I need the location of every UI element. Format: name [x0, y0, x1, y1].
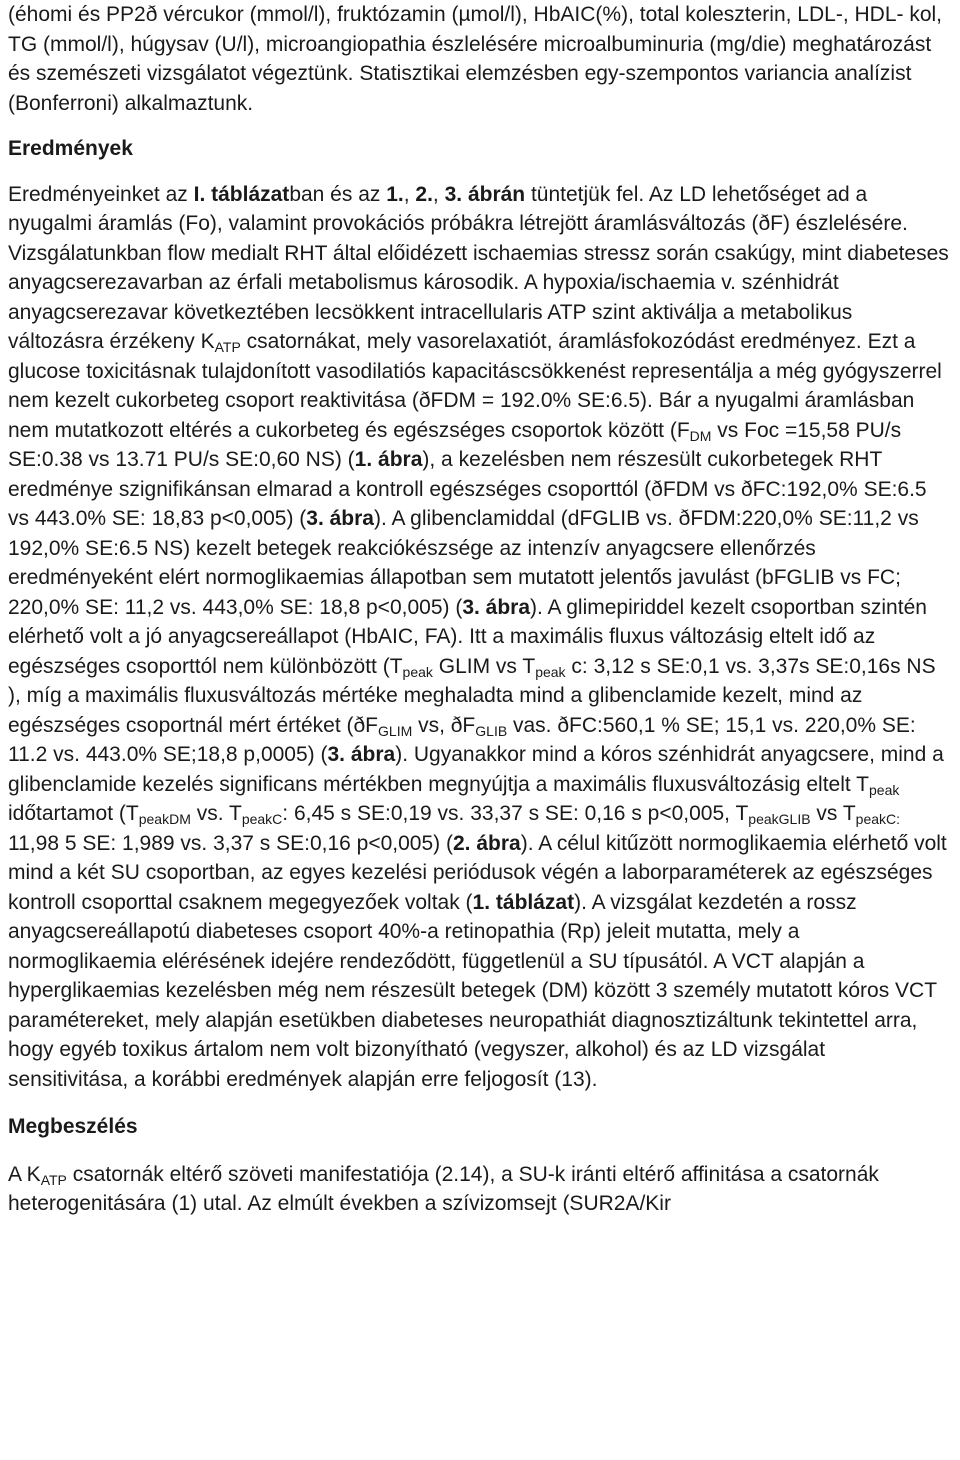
bold-reference: I. táblázat — [193, 182, 290, 206]
text-run: c: 3,12 s SE:0,1 vs. 3,37s SE:0,16s NS ), míg a maximális fluxusváltozás mértéke meghaladta mind a glibenclamide kezelt, mind az egészséges csoportnál mért értéket (ðF — [8, 654, 936, 737]
text-run: ). Ugyanakkor mind a kóros szénhidrát anyagcsere, mind a glibenclamide kezelés significans mértékben megnyújtja a maximális fluxusváltozásig eltelt T — [8, 743, 944, 796]
bold-reference: 2. — [415, 182, 433, 206]
text-run: , — [432, 182, 445, 206]
subscript-text: peakC — [241, 811, 283, 827]
results-heading: Eredmények — [8, 137, 133, 160]
text-run: : 6,45 s SE:0,19 vs. 33,37 s SE: 0,16 s p<0,005, T — [282, 802, 749, 825]
subscript-text: peakGLIB — [748, 811, 811, 827]
text-run: ban és az — [289, 182, 387, 206]
subscript-text: peakDM — [138, 811, 191, 827]
subscript-text: peak — [535, 663, 566, 680]
text-run: tüntetjük fel. Az LD lehetőséget ad a nyugalmi áramlás (Fo), valamint provokációs próbákra létrejött áramlásváltozás (ðF) észlelésére. Vizsgálatunkban flow medialt RHT által előidézett ischaemias stressz során csakúgy, mint diabeteses anyagcserezavarban az érfali metabolismus károsodik. A hypoxia/ischaemia v. szénhidrát anyagcserezavar következtében lecsökkent intracellularis ATP szint aktiválja a metabolikus változásra érzékeny K — [8, 182, 949, 353]
text-run: csatornákat, mely vasorelaxatiót, áramlásfokozódást eredményez. Ezt a glucose toxicitásnak tulajdonított vasodilatiós kapacitáscsökkenést representálja a még gyógyszerrel nem kezelt cukorbeteg csoport reaktivitása (ðFDM = 192.0% SE:6.5). Bár a nyugalmi áramlásban nem mutatkozott eltérés a cukorbeteg és egészséges csoportok között (F — [8, 330, 942, 442]
spacer — [8, 118, 950, 134]
methods-paragraph — [8, 0, 950, 118]
text-run: vs. T — [190, 802, 242, 825]
results-paragraph — [8, 180, 950, 1095]
text-run: vs T — [810, 802, 856, 825]
subscript-text: peak — [869, 781, 900, 798]
spacer — [8, 1094, 950, 1112]
bold-reference: 1. ábra — [354, 448, 423, 471]
subscript-text: GLIM — [378, 722, 413, 739]
text-run: vas. ðFC:560,1 % SE; 15,1 vs. 220,0% SE: 11.2 vs. 443.0% SE;18,8 p,0005) ( — [8, 713, 916, 766]
bold-reference: 2. ábra — [453, 831, 521, 855]
text-run: ). A glibenclamiddal (dFGLIB vs. ðFDM:220,0% SE:11,2 vs 192,0% SE:6.5 NS) kezelt betegek reakciókészsége az intenzív anyagcsere ellenőrzés eredményeként elért normoglikaemias állapotban sem mutatott jelentős javulást (bFGLIB vs FC; 220,0% SE: 11,2 vs. 443,0% SE: 18,8 p<0,005) ( — [8, 507, 919, 619]
subscript-text: GLIB — [475, 722, 508, 739]
subscript-text: peak — [402, 663, 433, 680]
bold-reference: 1. táblázat — [472, 890, 575, 914]
spacer — [8, 164, 950, 180]
text-run: ). A vizsgálat kezdetén a rossz anyagcsereállapotú diabeteses csoport 40%-a retinopathia (Rp) jeleit mutatta, mely a normoglikaemia elérésének idejére rendeződött, függetlenül a SU típusától. A VCT alapján a hyperglikaemias kezelésben még nem részesült betegek (DM) között 3 személy mutatott kóros VCT paramétereket, mely alapján esetükben diabeteses neuropathiát diagnosztizáltunk tekintettel arra, hogy egyéb toxikus ártalom nem volt bizonyítható (vegyszer, alkohol) és az LD vizsgálat sensitivitása, a korábbi eredmények alapján erre feljogosít (13). — [8, 890, 937, 1091]
text-run: GLIM vs T — [432, 654, 536, 678]
text-run: időtartamot (T — [8, 802, 139, 825]
text-run: , — [403, 182, 416, 206]
subscript-text: DM — [689, 427, 712, 444]
spacer — [8, 1142, 950, 1160]
bold-reference: 1. — [386, 182, 404, 206]
subscript-text: peakC: — [855, 811, 901, 827]
text-run: csatornák eltérő szöveti manifestatiója (2.14), a SU-k iránti eltérő affinitása a csatornák heterogenitására (1) utal. Az elmúlt években a szívizomsejt (SUR2A/Kir — [8, 1162, 879, 1215]
text-run: Eredményeinket az — [8, 182, 194, 206]
text-run: 11,98 5 SE: 1,989 vs. 3,37 s SE:0,16 p<0,005) ( — [8, 831, 453, 855]
subscript-text: ATP — [214, 339, 241, 355]
discussion-heading: Megbeszélés — [8, 1115, 138, 1138]
text-run: ). A glimepiriddel kezelt csoportban szintén elérhető volt a jó anyagcsereállapot (HbAIC, FA). Itt a maximális fluxus változásig eltelt idő az egészséges csoporttól nem különbözött (T — [8, 595, 927, 678]
bold-reference: 3. ábrán — [444, 182, 526, 206]
bold-reference: 3. ábra — [306, 507, 374, 530]
subscript-text: ATP — [40, 1171, 67, 1188]
text-run: vs Foc =15,58 PU/s SE:0.38 vs 13.71 PU/s SE:0,60 NS) ( — [8, 418, 902, 471]
text-run: ), a kezelésben nem részesült cukorbetegek RHT eredménye szignifikánsan elmarad a kontroll egészséges csoporttól (ðFDM vs ðFC:192,0% SE:6.5 vs 443.0% SE: 18,83 p<0,005) ( — [8, 448, 927, 530]
bold-reference: 3. ábra — [462, 595, 531, 619]
text-run: A K — [8, 1162, 41, 1186]
text-run: ). A célul kitűzött normoglikaemia elérhető volt mind a két SU csoportban, az egyes kezelési periódusok végén a laborparaméterek az egészséges kontroll csoporttal csaknem megegyezőek voltak ( — [8, 831, 947, 914]
discussion-paragraph — [8, 1160, 950, 1219]
bold-reference: 3. ábra — [327, 743, 396, 766]
text-run: (éhomi és PP2ð vércukor (mmol/l), fruktózamin (µmol/l), HbAIC(%), total koleszterin, LDL-, HDL- kol, TG (mmol/l), húgysav (U/l), microangiopathia észlelésére microalbuminuria (mg/die) meghatározást és szemészeti vizsgálatot végeztünk. Statisztikai elemzésben egy-szempontos variancia analízist (Bonferroni) alkalmaztunk. — [8, 3, 943, 115]
text-run: vs, ðF — [412, 713, 476, 737]
